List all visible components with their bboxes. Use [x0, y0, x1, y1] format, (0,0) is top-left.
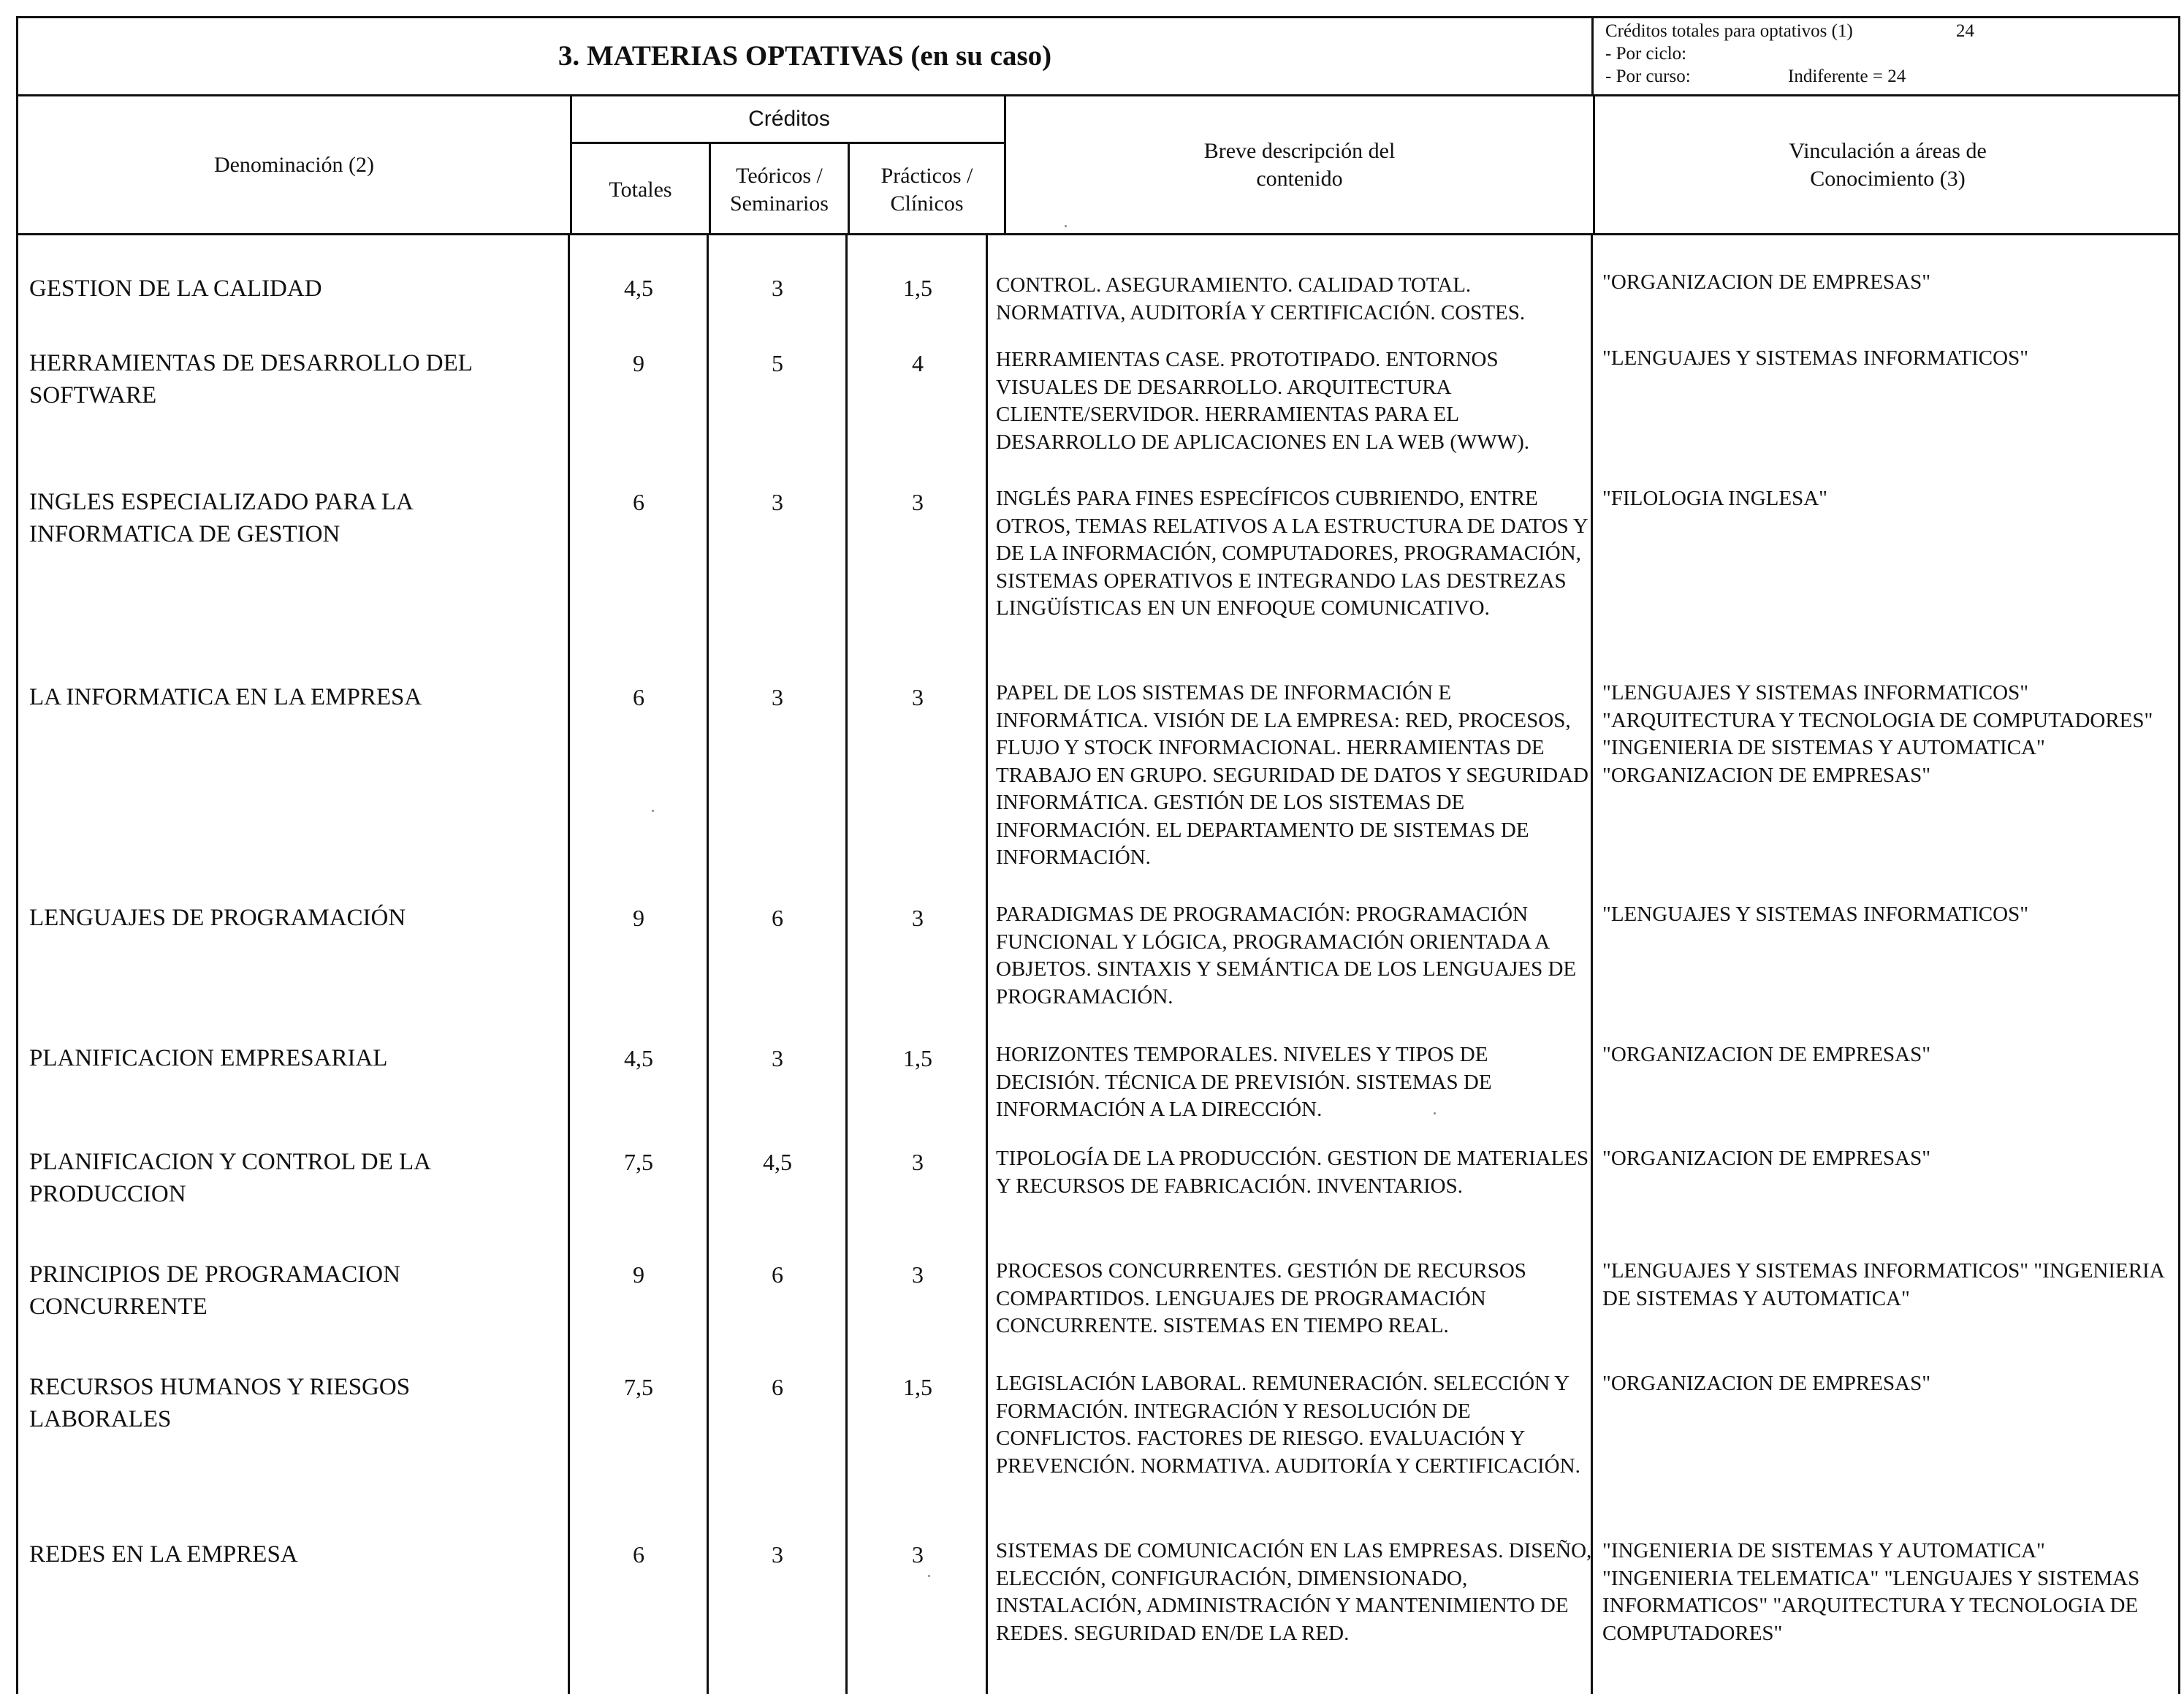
row-totales: 9 — [633, 905, 644, 931]
row-description: PARADIGMAS DE PROGRAMACIÓN: PROGRAMACIÓN FUNCIONAL Y LÓGICA, PROGRAMACIÓN ORIENTADA A OBJETOS. SINTAXIS Y SEMÁNTICA DE LOS LENGUAJES DE PROGRAMACIÓN. — [996, 903, 1577, 1009]
credits-summary — [1594, 18, 2180, 94]
row-practicos: 4 — [912, 350, 924, 376]
row-description: HERRAMIENTAS CASE. PROTOTIPADO. ENTORNOS VISUALES DE DESARROLLO. ARQUITECTURA CLIENTE/SERVIDOR. HERRAMIENTAS PARA EL DESARROLLO DE APLICACIONES EN LA WEB (WWW). — [996, 348, 1530, 454]
row-areas: "INGENIERIA DE SISTEMAS Y AUTOMATICA" "INGENIERIA TELEMATICA" "LENGUAJES Y SISTEMAS INFORMATICOS" "ARQUITECTURA Y TECNOLOGIA DE COMPUTADORES" — [1602, 1539, 2140, 1645]
row-totales: 9 — [633, 350, 644, 376]
row-description: PAPEL DE LOS SISTEMAS DE INFORMACIÓN E INFORMÁTICA. VISIÓN DE LA EMPRESA: RED, PROCESOS, FLUJO Y STOCK INFORMACIONAL. HERRAMIENTAS DE TRABAJO EN GRUPO. SEGURIDAD DE DATOS Y SEGURIDAD INFORMÁTICA. GESTIÓN DE LOS SISTEMAS DE INFORMACIÓN. EL DEPARTAMENTO DE SISTEMAS DE INFORMACIÓN. — [996, 681, 1588, 869]
row-areas: "FILOLOGIA INGLESA" — [1602, 487, 1828, 510]
row-areas: "ORGANIZACION DE EMPRESAS" — [1602, 270, 1931, 294]
row-practicos: 3 — [912, 905, 924, 931]
col-header-totales: Totales — [609, 177, 672, 202]
row-practicos: 3 — [912, 489, 924, 515]
row-name: INGLES ESPECIALIZADO PARA LA INFORMATICA DE GESTION — [29, 489, 413, 547]
row-teoricos: 6 — [772, 905, 783, 931]
title-row — [18, 18, 2178, 96]
row-teoricos: 4,5 — [763, 1149, 792, 1175]
row-description: LEGISLACIÓN LABORAL. REMUNERACIÓN. SELECCIÓN Y FORMACIÓN. INTEGRACIÓN Y RESOLUCIÓN DE CONFLICTOS. FACTORES DE RIESGO. EVALUACIÓN Y PREVENCIÓN. NORMATIVA. AUDITORÍA Y CERTIFICACIÓN. — [996, 1372, 1580, 1478]
row-practicos: 1,5 — [903, 275, 932, 301]
page-title: 3. MATERIAS OPTATIVAS (en su caso) — [18, 18, 1594, 94]
row-name: PLANIFICACION Y CONTROL DE LA PRODUCCION — [29, 1149, 430, 1207]
row-totales: 4,5 — [624, 275, 653, 301]
row-practicos: 3 — [912, 684, 924, 710]
row-teoricos: 3 — [772, 684, 783, 710]
row-practicos: 3 — [912, 1541, 924, 1568]
row-areas: "LENGUAJES Y SISTEMAS INFORMATICOS" — [1602, 346, 2029, 370]
por-ciclo-label: - Por ciclo: — [1605, 44, 1687, 64]
col-header-descripcion — [1006, 94, 1593, 235]
col-divider — [707, 235, 709, 1694]
total-credits-value: 24 — [1956, 21, 1974, 41]
row-totales: 6 — [633, 1541, 644, 1568]
col-header-creditos: Créditos — [572, 96, 1006, 144]
row-name: PLANIFICACION EMPRESARIAL — [29, 1045, 388, 1071]
total-credits-label: Créditos totales para optativos (1) — [1605, 21, 1853, 41]
scan-speck — [652, 810, 654, 812]
row-description: SISTEMAS DE COMUNICACIÓN EN LAS EMPRESAS. DISEÑO, ELECCIÓN, CONFIGURACIÓN, DIMENSIONADO, INSTALACIÓN, ADMINISTRACIÓN Y MANTENIMIENTO DE REDES. SEGURIDAD EN/DE LA RED. — [996, 1539, 1592, 1645]
col-header-vinculacion-label: Vinculación a áreas de Conocimiento (3) — [1789, 138, 1987, 191]
row-totales: 6 — [633, 489, 644, 515]
col-header-descripcion-label: Breve descripción del contenido — [1203, 138, 1396, 191]
row-teoricos: 6 — [772, 1374, 783, 1400]
col-header-teoricos — [711, 144, 848, 235]
indiferente-value: Indiferente = 24 — [1788, 67, 1906, 86]
row-areas: "ORGANIZACION DE EMPRESAS" — [1602, 1147, 1931, 1170]
row-name: LENGUAJES DE PROGRAMACIÓN — [29, 905, 406, 931]
row-totales: 6 — [633, 684, 644, 710]
row-teoricos: 5 — [772, 350, 783, 376]
scan-speck — [1065, 225, 1067, 227]
col-header-teoricos-label: Teóricos / Seminarios — [730, 163, 829, 216]
scan-speck — [1434, 1112, 1436, 1114]
col-divider — [986, 235, 988, 1694]
row-teoricos: 3 — [772, 1045, 783, 1071]
row-teoricos: 3 — [772, 1541, 783, 1568]
row-practicos: 1,5 — [903, 1045, 932, 1071]
col-header-vinculacion — [1595, 94, 2180, 235]
row-areas: "ORGANIZACION DE EMPRESAS" — [1602, 1043, 1931, 1066]
row-practicos: 3 — [912, 1261, 924, 1288]
table-header — [16, 16, 2180, 235]
row-totales: 7,5 — [624, 1149, 653, 1175]
row-description: PROCESOS CONCURRENTES. GESTIÓN DE RECURSOS COMPARTIDOS. LENGUAJES DE PROGRAMACIÓN CONCURRENTE. SISTEMAS EN TIEMPO REAL. — [996, 1259, 1526, 1337]
row-areas: "ORGANIZACION DE EMPRESAS" — [1602, 1372, 1931, 1395]
row-totales: 9 — [633, 1261, 644, 1288]
table-border-left — [16, 235, 18, 1694]
row-name: REDES EN LA EMPRESA — [29, 1541, 298, 1568]
col-header-denominacion: Denominación (2) — [213, 152, 375, 177]
row-teoricos: 3 — [772, 275, 783, 301]
row-totales: 7,5 — [624, 1374, 653, 1400]
row-description: HORIZONTES TEMPORALES. NIVELES Y TIPOS DE DECISIÓN. TÉCNICA DE PREVISIÓN. SISTEMAS DE INFORMACIÓN A LA DIRECCIÓN. — [996, 1043, 1492, 1121]
row-name: HERRAMIENTAS DE DESARROLLO DEL SOFTWARE — [29, 350, 472, 409]
row-name: GESTION DE LA CALIDAD — [29, 276, 322, 302]
row-practicos: 1,5 — [903, 1374, 932, 1400]
scan-speck — [928, 1575, 930, 1577]
col-divider — [568, 235, 570, 1694]
col-divider — [845, 235, 848, 1694]
row-description: TIPOLOGÍA DE LA PRODUCCIÓN. GESTION DE MATERIALES Y RECURSOS DE FABRICACIÓN. INVENTARIOS. — [996, 1147, 1589, 1198]
row-areas: "LENGUAJES Y SISTEMAS INFORMATICOS" — [1602, 903, 2029, 926]
table-border-right — [2178, 235, 2180, 1694]
row-totales: 4,5 — [624, 1045, 653, 1071]
col-header-practicos-label: Prácticos / Clínicos — [880, 163, 973, 216]
col-header-practicos — [850, 144, 1004, 235]
por-curso-label: - Por curso: — [1605, 67, 1691, 86]
row-description: INGLÉS PARA FINES ESPECÍFICOS CUBRIENDO, ENTRE OTROS, TEMAS RELATIVOS A LA ESTRUCTURA DE DATOS Y DE LA INFORMACIÓN, COMPUTADORES, PROGRAMACIÓN, SISTEMAS OPERATIVOS E INTEGRANDO LAS DESTREZAS LINGÜÍSTICAS EN UN ENFOQUE COMUNICATIVO. — [996, 487, 1588, 620]
row-areas: "LENGUAJES Y SISTEMAS INFORMATICOS" "ARQUITECTURA Y TECNOLOGIA DE COMPUTADORES" "INGENIERIA DE SISTEMAS Y AUTOMATICA" "ORGANIZACION DE EMPRESAS" — [1602, 681, 2153, 787]
row-name: PRINCIPIOS DE PROGRAMACION CONCURRENTE — [29, 1261, 400, 1320]
row-areas: "LENGUAJES Y SISTEMAS INFORMATICOS" "INGENIERIA DE SISTEMAS Y AUTOMATICA" — [1602, 1259, 2164, 1310]
row-description: CONTROL. ASEGURAMIENTO. CALIDAD TOTAL. NORMATIVA, AUDITORÍA Y CERTIFICACIÓN. COSTES. — [996, 273, 1526, 324]
row-teoricos: 3 — [772, 489, 783, 515]
row-practicos: 3 — [912, 1149, 924, 1175]
row-teoricos: 6 — [772, 1261, 783, 1288]
row-name: LA INFORMATICA EN LA EMPRESA — [29, 684, 422, 710]
row-name: RECURSOS HUMANOS Y RIESGOS LABORALES — [29, 1374, 411, 1432]
